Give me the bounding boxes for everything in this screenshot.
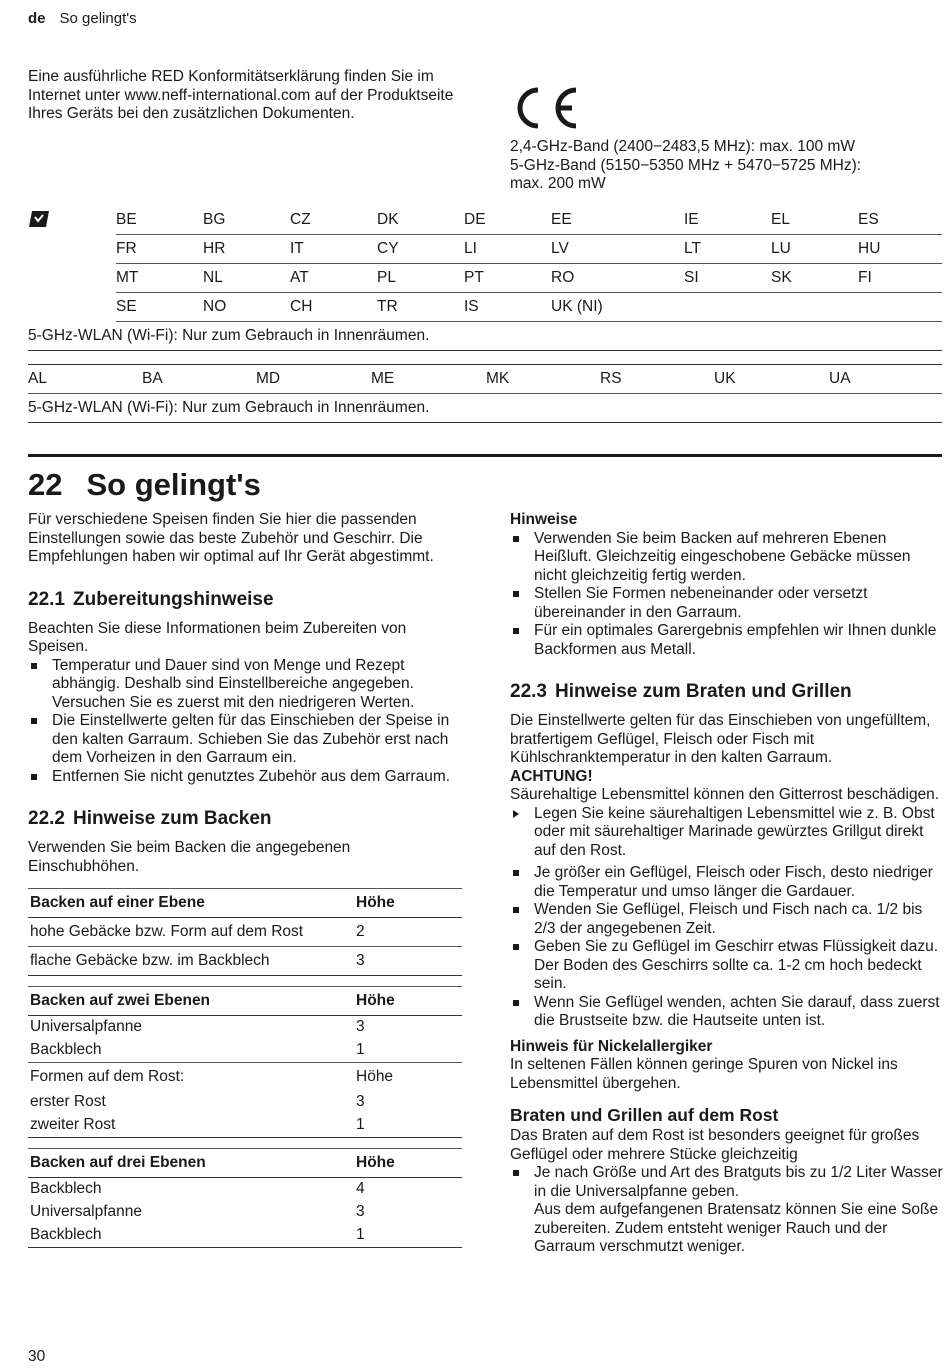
section-text: Verwenden Sie beim Backen die angegebenen Einschubhöhen. bbox=[28, 839, 351, 875]
country-row bbox=[28, 206, 942, 235]
list-item: Entfernen Sie nicht genutztes Zubehör aus dem Garraum. bbox=[28, 768, 464, 787]
bullet-list bbox=[510, 530, 944, 660]
country-code: ES bbox=[858, 206, 942, 235]
section-title: Zubereitungshinweise bbox=[72, 588, 274, 610]
wlan-note-row bbox=[28, 394, 942, 423]
country-code: DK bbox=[377, 206, 464, 235]
baking-table-one-level bbox=[28, 888, 462, 986]
table-cell: hohe Gebäcke bzw. Form auf dem Rost bbox=[28, 918, 354, 947]
country-code: EL bbox=[771, 206, 858, 235]
country-code: AL bbox=[28, 365, 142, 394]
country-code: BA bbox=[142, 365, 256, 394]
country-code: PT bbox=[464, 264, 551, 293]
table-header: Höhe bbox=[354, 1149, 462, 1178]
country-code: IS bbox=[464, 293, 551, 322]
table-cell: 4 bbox=[356, 1180, 365, 1198]
table-cell: Backblech bbox=[30, 1180, 102, 1198]
bullet-list bbox=[510, 1164, 944, 1257]
country-code: IT bbox=[290, 235, 377, 264]
section-number: 22.2 bbox=[28, 808, 65, 829]
band-line: 2,4-GHz-Band (2400−2483,5 MHz): max. 100 mW bbox=[510, 138, 856, 155]
country-code: LU bbox=[771, 235, 858, 264]
section-number: 22.1 bbox=[28, 588, 65, 610]
country-code: BG bbox=[203, 206, 290, 235]
table-cell: erster Rost bbox=[30, 1093, 106, 1111]
chapter-title: So gelingt's bbox=[86, 467, 261, 502]
country-code: LT bbox=[684, 235, 771, 264]
nickel-heading: Hinweis für Nickelallergiker bbox=[510, 1037, 713, 1055]
table-cell: 1 bbox=[354, 1114, 462, 1138]
table-header-row bbox=[28, 1149, 462, 1178]
running-header bbox=[28, 10, 137, 29]
chapter-number: 22 bbox=[28, 467, 63, 502]
red-declaration-text: Eine ausführliche RED Konformitätserklärung finden Sie im Internet unter www.neff-international.com auf der Produktseite Ihres Geräts bei den zusätzlichen Dokumenten. bbox=[28, 68, 454, 122]
wlan-note: 5-GHz-WLAN (Wi-Fi): Nur zum Gebrauch in Innenräumen. bbox=[28, 322, 942, 351]
red-declaration bbox=[28, 68, 468, 124]
country-code: UK (NI) bbox=[551, 293, 684, 322]
subsection-text: Das Braten auf dem Rost ist besonders geeignet für großes Geflügel oder mehrere Stücke gleichzeitig bbox=[510, 1127, 920, 1163]
warning-text: Säurehaltige Lebensmittel können den Gitterrost beschädigen. bbox=[510, 786, 940, 803]
table-row bbox=[28, 1178, 462, 1202]
baking-table-two-levels bbox=[28, 986, 462, 1148]
section-heading-22-2 bbox=[28, 808, 464, 830]
chapter-heading bbox=[28, 454, 942, 505]
list-item: Wenden Sie Geflügel, Fleisch und Fisch nach ca. 1/2 bis 2/3 der angegebenen Zeit. bbox=[510, 901, 944, 938]
table-row bbox=[28, 1016, 462, 1040]
table-header: Backen auf drei Ebenen bbox=[28, 1149, 354, 1178]
table-row bbox=[28, 1224, 462, 1248]
table-row bbox=[28, 1201, 462, 1224]
table-cell: Höhe bbox=[356, 1067, 394, 1085]
table-cell: Backblech bbox=[28, 1039, 354, 1063]
table-cell: flache Gebäcke bzw. im Backblech bbox=[28, 947, 354, 976]
country-code: CY bbox=[377, 235, 464, 264]
section-number: 22.3 bbox=[510, 681, 547, 702]
table-row bbox=[28, 1039, 462, 1063]
section-title: Hinweise zum Backen bbox=[72, 808, 272, 829]
country-code: SE bbox=[116, 293, 203, 322]
nickel-text: In seltenen Fällen können geringe Spuren von Nickel ins Lebensmittel übergehen. bbox=[510, 1056, 898, 1092]
list-item: Wenn Sie Geflügel wenden, achten Sie darauf, dass zuerst die Brustseite bzw. die Hautseite unten ist. bbox=[510, 994, 944, 1031]
table-cell: 3 bbox=[356, 1018, 365, 1036]
country-code bbox=[684, 293, 771, 322]
list-item: Je größer ein Geflügel, Fleisch oder Fisch, desto niedriger die Temperatur und umso länger die Gardauer. bbox=[510, 864, 944, 901]
table-row bbox=[28, 1091, 462, 1114]
country-code: MK bbox=[486, 365, 600, 394]
left-column bbox=[28, 511, 464, 1248]
country-code: CZ bbox=[290, 206, 377, 235]
country-code: NL bbox=[203, 264, 290, 293]
country-row bbox=[28, 365, 942, 394]
wlan-note-row bbox=[28, 322, 942, 351]
right-column bbox=[510, 511, 944, 1257]
country-table bbox=[28, 206, 942, 351]
section-text: Beachten Sie diese Informationen beim Zubereiten von Speisen. bbox=[28, 619, 407, 655]
country-code: HU bbox=[858, 235, 942, 264]
country-row bbox=[28, 264, 942, 293]
country-code: UK bbox=[714, 365, 829, 394]
country-code: AT bbox=[290, 264, 377, 293]
band-line: max. 200 mW bbox=[510, 175, 606, 192]
table-cell: Universalpfanne bbox=[30, 1018, 143, 1036]
table-header: Backen auf zwei Ebenen bbox=[28, 987, 354, 1016]
section-title: Hinweise zum Braten und Grillen bbox=[554, 681, 852, 702]
table-header: Höhe bbox=[354, 987, 462, 1016]
table-cell: 3 bbox=[354, 947, 462, 976]
country-code: TR bbox=[377, 293, 464, 322]
country-code: LI bbox=[464, 235, 551, 264]
country-code: ME bbox=[371, 365, 486, 394]
country-code: CH bbox=[290, 293, 377, 322]
table-row bbox=[28, 1114, 462, 1138]
country-code: NO bbox=[203, 293, 290, 322]
country-row bbox=[28, 293, 942, 322]
table-row bbox=[28, 918, 462, 947]
list-item: Temperatur und Dauer sind von Menge und Rezept abhängig. Deshalb sind Einstellbereiche angegeben. Versuchen Sie es zuerst mit den niedrigeren Werten. bbox=[28, 657, 464, 713]
table-header: Backen auf einer Ebene bbox=[28, 889, 354, 918]
country-code: LV bbox=[551, 235, 684, 264]
table-cell: 1 bbox=[354, 1224, 462, 1248]
subsection-heading: Braten und Grillen auf dem Rost bbox=[510, 1105, 779, 1125]
table-cell: 1 bbox=[354, 1039, 462, 1063]
list-item-followup: Aus dem aufgefangenen Bratensatz können Sie eine Soße zubereiten. Zudem entsteht weniger Rauch und der Garraum verschmutzt weniger. bbox=[534, 1201, 939, 1255]
intro-text: Für verschiedene Speisen finden Sie hier die passenden Einstellungen sowie das beste Zubehör und Geschirr. Die Empfehlungen haben wir optimal auf Ihr Gerät abgestimmt. bbox=[28, 511, 434, 565]
country-code: BE bbox=[116, 206, 203, 235]
section-heading-22-3 bbox=[510, 681, 944, 703]
country-table-2 bbox=[28, 364, 942, 423]
country-code: IE bbox=[684, 206, 771, 235]
table-cell: 3 bbox=[356, 1203, 365, 1221]
country-code: PL bbox=[377, 264, 464, 293]
baking-table-three-levels bbox=[28, 1148, 462, 1248]
frequency-bands bbox=[510, 138, 940, 194]
country-code: HR bbox=[203, 235, 290, 264]
country-row bbox=[28, 235, 942, 264]
wifi-note-icon bbox=[28, 206, 116, 322]
wlan-note: 5-GHz-WLAN (Wi-Fi): Nur zum Gebrauch in Innenräumen. bbox=[28, 394, 942, 423]
list-item: Stellen Sie Formen nebeneinander oder versetzt übereinander in den Garraum. bbox=[510, 585, 944, 622]
country-code: SK bbox=[771, 264, 858, 293]
action-list bbox=[510, 805, 944, 861]
table-header: Höhe bbox=[354, 889, 462, 918]
country-code: FI bbox=[858, 264, 942, 293]
list-item: Die Einstellwerte gelten für das Einschieben der Speise in den kalten Garraum. Schieben Sie das Zubehör erst nach dem Vorheizen in den Garraum ein. bbox=[28, 712, 464, 768]
table-cell: zweiter Rost bbox=[28, 1114, 354, 1138]
header-title: So gelingt's bbox=[59, 10, 137, 27]
table-row bbox=[28, 1063, 462, 1092]
header-lang: de bbox=[28, 10, 46, 27]
table-header-row bbox=[28, 987, 462, 1016]
list-item: Für ein optimales Garergebnis empfehlen wir Ihnen dunkle Backformen aus Metall. bbox=[510, 622, 944, 659]
notes-heading: Hinweise bbox=[510, 511, 578, 528]
table-cell: 2 bbox=[354, 918, 462, 947]
country-code: DE bbox=[464, 206, 551, 235]
warning-heading: ACHTUNG! bbox=[510, 767, 593, 785]
section-text: Die Einstellwerte gelten für das Einschieben von ungefülltem, bratfertigem Geflügel, Fleisch oder Fisch mit Kühlschranktemperatur in den kalten Garraum. bbox=[510, 712, 931, 766]
ce-mark-icon bbox=[508, 84, 580, 138]
table-cell: Universalpfanne bbox=[30, 1203, 143, 1221]
action-item: Legen Sie keine säurehaltigen Lebensmittel wie z. B. Obst oder mit säurehaltiger Marinade gewürztes Grillgut direkt auf den Rost. bbox=[510, 805, 944, 861]
table-cell: Formen auf dem Rost: bbox=[30, 1067, 185, 1085]
country-code: RO bbox=[551, 264, 684, 293]
table-row bbox=[28, 947, 462, 976]
country-code: RS bbox=[600, 365, 714, 394]
country-code: EE bbox=[551, 206, 684, 235]
country-code: MD bbox=[256, 365, 371, 394]
bullet-list bbox=[510, 864, 944, 1031]
country-code: MT bbox=[116, 264, 203, 293]
table-cell: Backblech bbox=[28, 1224, 354, 1248]
band-line: 5-GHz-Band (5150−5350 MHz + 5470−5725 MHz): bbox=[510, 156, 862, 174]
country-code: UA bbox=[829, 365, 942, 394]
section-heading-22-1 bbox=[28, 589, 464, 611]
list-item-text: Je nach Größe und Art des Bratguts bis zu 1/2 Liter Wasser in die Universalpfanne geben. bbox=[534, 1164, 943, 1200]
list-item: Verwenden Sie beim Backen auf mehreren Ebenen Heißluft. Gleichzeitig eingeschobene Gebäcke müssen nicht gleichzeitig fertig werden. bbox=[510, 530, 944, 586]
page-number: 30 bbox=[28, 1348, 46, 1365]
country-code bbox=[858, 293, 942, 322]
country-code: FR bbox=[116, 235, 203, 264]
list-item bbox=[510, 1164, 944, 1257]
country-code bbox=[771, 293, 858, 322]
table-header-row bbox=[28, 889, 462, 918]
table-cell: 3 bbox=[356, 1093, 365, 1111]
country-code: SI bbox=[684, 264, 771, 293]
list-item: Geben Sie zu Geflügel im Geschirr etwas Flüssigkeit dazu. Der Boden des Geschirrs sollte ca. 1-2 cm hoch bedeckt sein. bbox=[510, 938, 944, 994]
bullet-list bbox=[28, 657, 464, 787]
